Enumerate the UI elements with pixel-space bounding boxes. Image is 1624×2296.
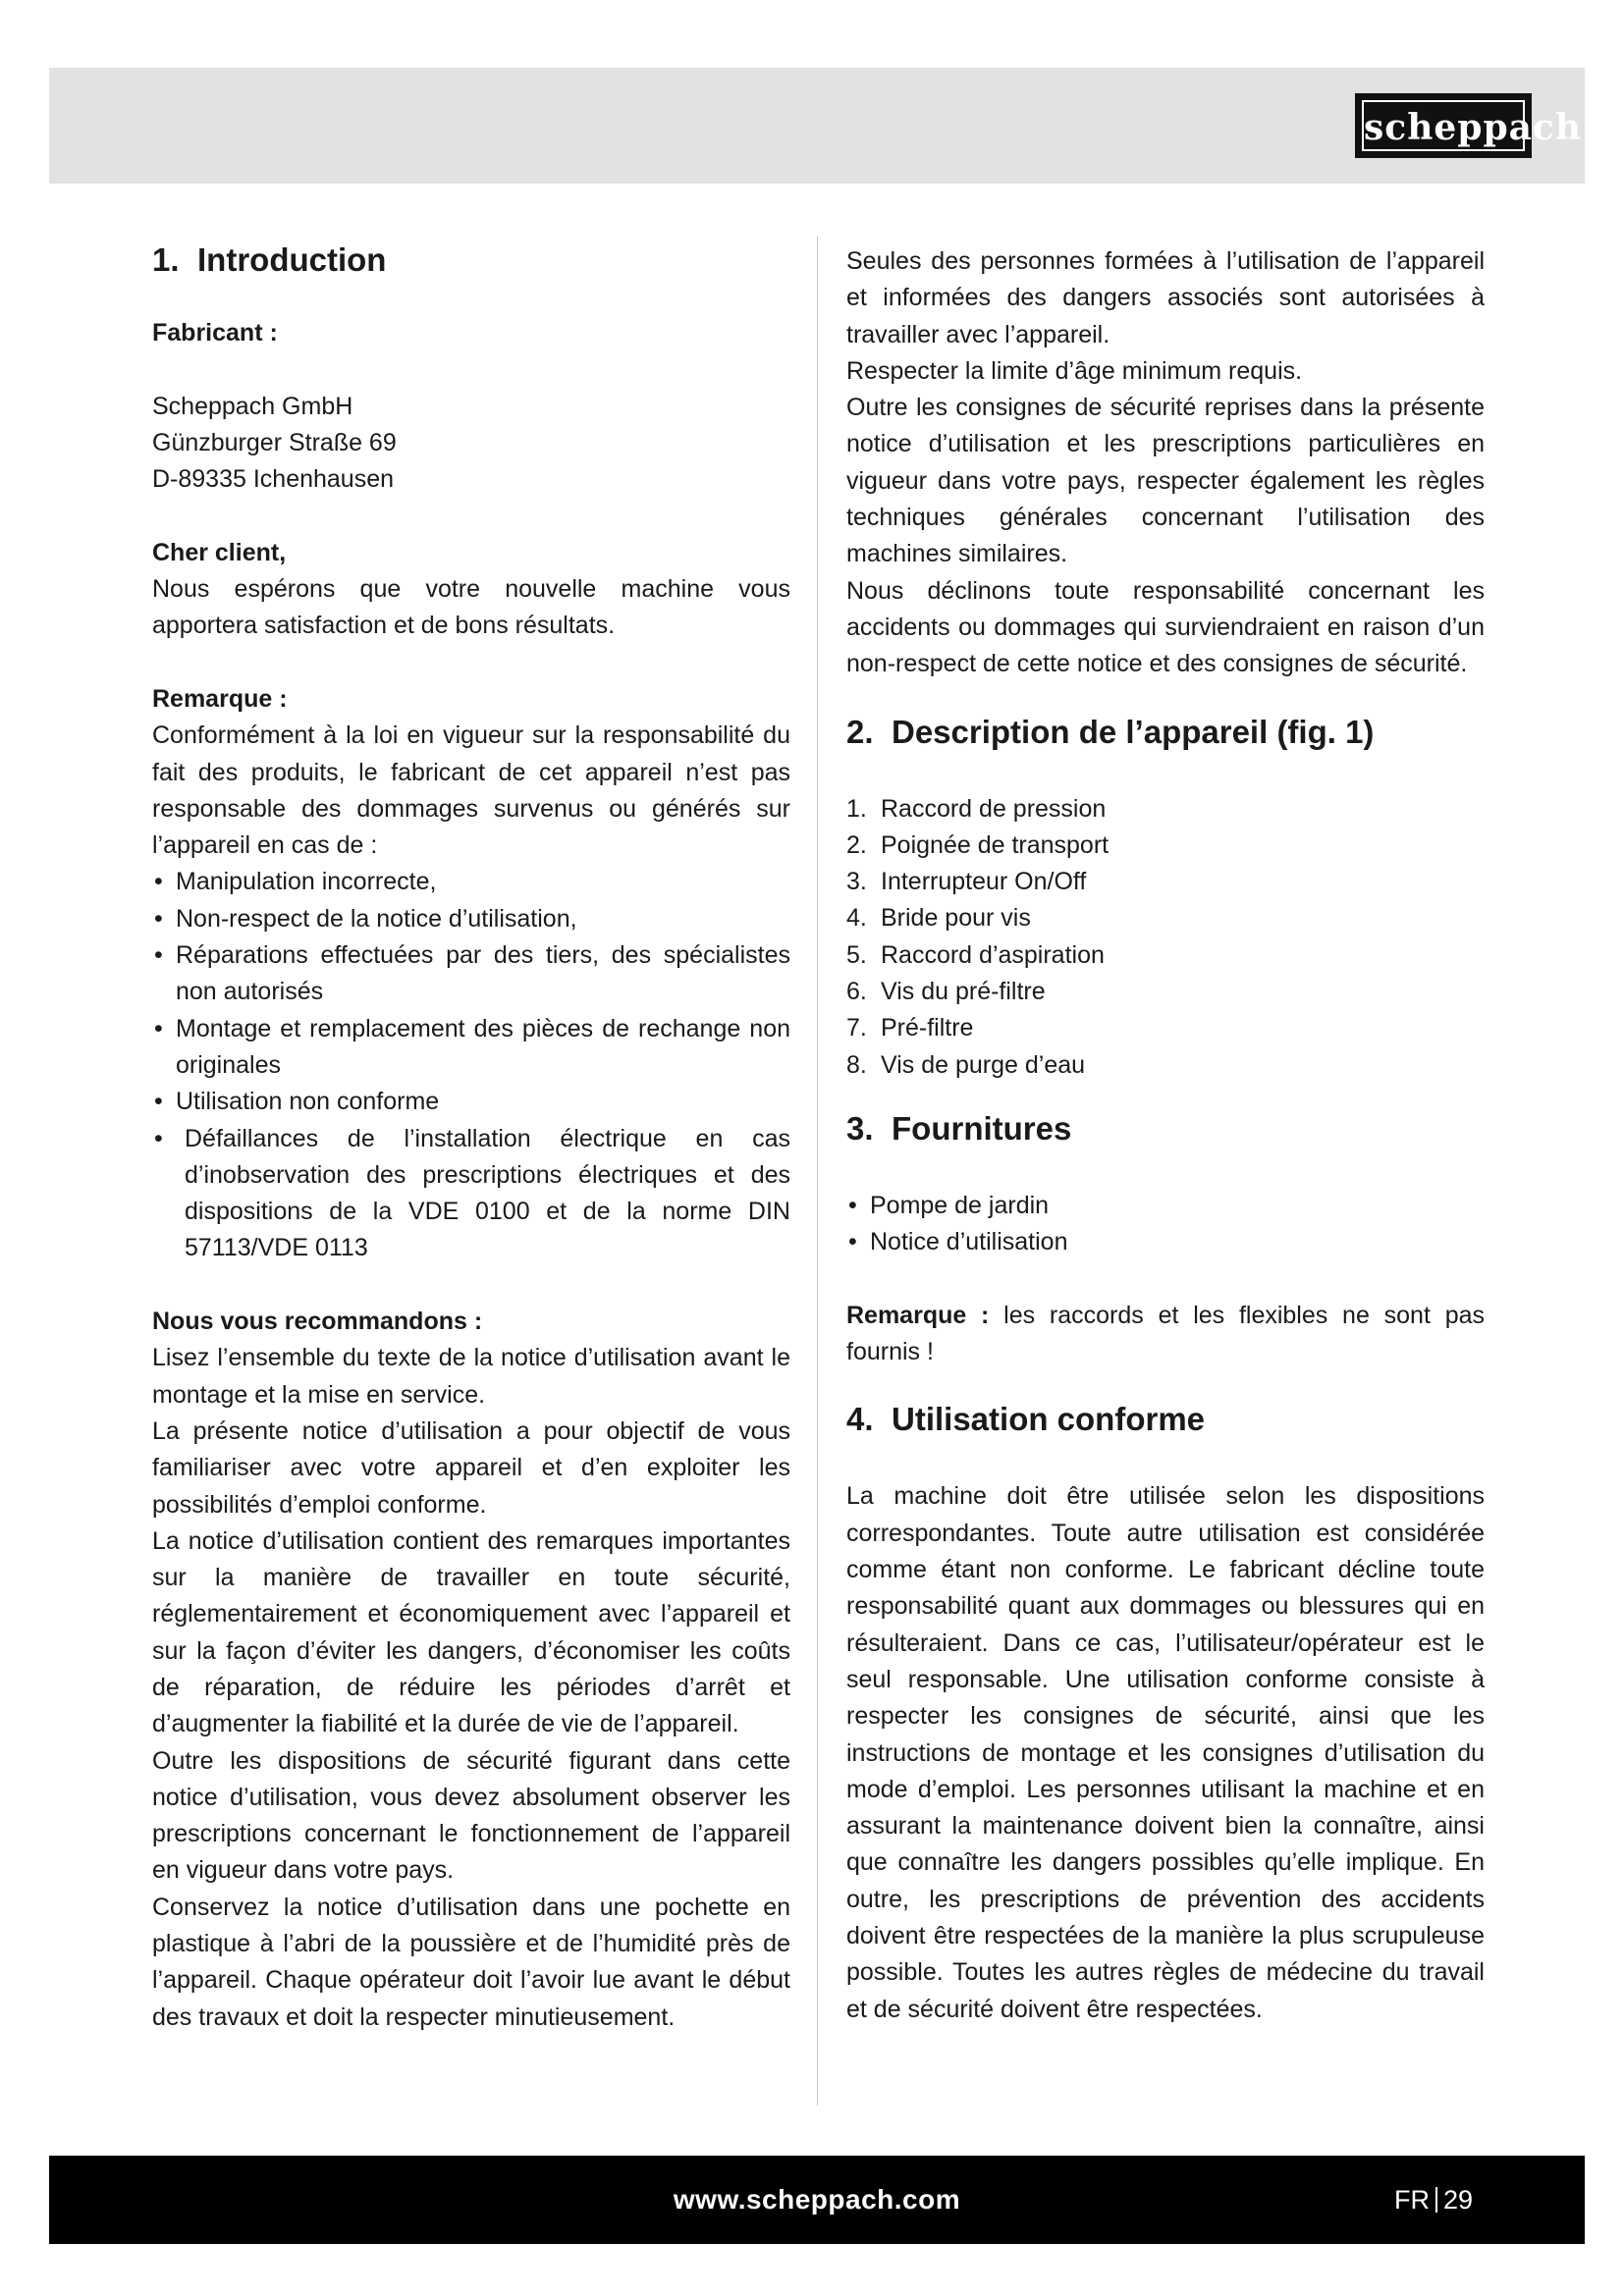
item-label: Pré-filtre bbox=[881, 1014, 974, 1042]
intro-paragraph: Respecter la limite d’âge minimum requis. bbox=[846, 356, 1303, 385]
section-number: 1. bbox=[152, 241, 180, 278]
item-number: 1. bbox=[846, 794, 867, 823]
item-label: Bride pour vis bbox=[881, 904, 1031, 933]
address-line: Günzburger Straße 69 bbox=[152, 428, 397, 456]
supplies-list bbox=[846, 1188, 1485, 1261]
list-item bbox=[846, 1047, 1485, 1084]
item-label: Interrupteur On/Off bbox=[881, 868, 1087, 896]
recommend-label: Nous vous recommandons : bbox=[152, 1308, 483, 1336]
recommend-paragraph: Lisez l’ensemble du texte de la notice d’utilisation avant le montage et la mise en service. bbox=[152, 1344, 790, 1409]
section-1-heading bbox=[152, 240, 790, 280]
item-number: 2. bbox=[846, 830, 867, 859]
list-item: • Notice d’utilisation bbox=[846, 1224, 1485, 1260]
list-item bbox=[846, 900, 1485, 936]
item-label: Vis de purge d’eau bbox=[881, 1050, 1086, 1079]
list-item: • Montage et remplacement des pièces de rechange non originales bbox=[152, 1011, 790, 1085]
section-title: Introduction bbox=[197, 241, 387, 278]
section-title: Utilisation conforme bbox=[892, 1401, 1206, 1438]
section-4-heading bbox=[846, 1400, 1485, 1439]
section-number: 3. bbox=[846, 1109, 874, 1147]
intro-paragraph: Nous déclinons toute responsabilité concernant les accidents ou dommages qui surviendraient en raison d’un non-respect de cette notice et des consignes de sécurité. bbox=[846, 576, 1485, 678]
footer-website-link[interactable]: www.scheppach.com bbox=[673, 2184, 961, 2215]
section-number: 2. bbox=[846, 713, 874, 750]
item-label: Poignée de transport bbox=[881, 830, 1110, 859]
item-number: 5. bbox=[846, 940, 867, 969]
item-number: 4. bbox=[846, 904, 867, 933]
item-label: Raccord d’aspiration bbox=[881, 940, 1105, 969]
item-label: Vis du pré-filtre bbox=[881, 978, 1046, 1006]
section-2-heading bbox=[846, 713, 1485, 752]
list-item: • Réparations effectuées par des tiers, des spécialistes non autorisés bbox=[152, 937, 790, 1011]
list-item bbox=[846, 791, 1485, 828]
dear-customer-label: Cher client, bbox=[152, 538, 287, 566]
recommend-paragraph: La notice d’utilisation contient des remarques importantes sur la manière de travailler en toute sécurité, réglementairement et économiquement avec l’appareil et sur la façon d’éviter les dangers, d’économiser les coûts de réparation, de réduire les périodes d’arrêt et d’augmenter la fiabilité et la durée de vie de l’appareil. bbox=[152, 1526, 790, 1738]
section-title: Description de l’appareil (fig. 1) bbox=[892, 713, 1375, 750]
list-item: • Pompe de jardin bbox=[846, 1188, 1485, 1224]
scheppach-logo bbox=[1355, 93, 1583, 158]
recommend-paragraph: Conservez la notice d’utilisation dans une pochette en plastique à l’abri de la poussière et de l’humidité près de l’appareil. Chaque opérateur doit l’avoir lue avant le début des travaux et doit la respecter minutieusement. bbox=[152, 1893, 790, 2031]
supplies-remark bbox=[846, 1298, 1485, 1371]
list-item bbox=[846, 974, 1485, 1010]
item-number: 3. bbox=[846, 868, 867, 896]
supplies-remark-label: Remarque : bbox=[846, 1301, 990, 1329]
remark-list bbox=[152, 864, 790, 1266]
list-item: • Non-respect de la notice d’utilisation, bbox=[152, 901, 790, 937]
list-item: • Défaillances de l’installation électrique en cas d’inobservation des prescriptions électriques et des dispositions de la VDE 0100 et de la norme DIN 57113/VDE 0113 bbox=[152, 1121, 790, 1267]
section-4-text: La machine doit être utilisée selon les dispositions correspondantes. Toute autre utilisation est considérée comme étant non conforme. Le fabricant décline toute responsabilité quant aux dommages ou blessures qui en résulteraient. Dans ce cas, l’utilisateur/opérateur est le seul responsable. Une utilisation conforme consiste à respecter les consignes de sécurité, ainsi que les instructions de montage et les consignes d’utilisation du mode d’emploi. Les personnes utilisant la machine et en assurant la maintenance doivent bien la connaître, ainsi que connaître les dangers possibles qu’elle implique. En outre, les prescriptions de prévention des accidents doivent être respectées de la manière la plus scrupuleuse possible. Toutes les autres règles de médecine du travail et de sécurité doivent être respectées. bbox=[846, 1482, 1485, 2023]
item-label: Raccord de pression bbox=[881, 794, 1107, 823]
recommend-paragraph: Outre les dispositions de sécurité figurant dans cette notice d’utilisation, vous devez absolument observer les prescriptions concernant le fonctionnement de l’appareil en vigueur dans votre pays. bbox=[152, 1746, 790, 1885]
list-item: • Utilisation non conforme bbox=[152, 1084, 790, 1120]
section-3-heading bbox=[846, 1109, 1485, 1148]
footer-band bbox=[49, 2156, 1585, 2244]
intro-paragraph: Seules des personnes formées à l’utilisation de l’appareil et informées des dangers associés sont autorisées à travailler avec l’appareil. bbox=[846, 247, 1485, 348]
list-item bbox=[846, 937, 1485, 974]
item-number: 6. bbox=[846, 978, 867, 1006]
item-number: 7. bbox=[846, 1014, 867, 1042]
separator bbox=[1435, 2187, 1437, 2213]
manufacturer-label: Fabricant : bbox=[152, 319, 278, 347]
section-number: 4. bbox=[846, 1401, 874, 1438]
recommend-paragraph: La présente notice d’utilisation a pour objectif de vous familiariser avec votre appareil et d’en exploiter les possibilités d’emploi conforme. bbox=[152, 1416, 790, 1519]
address-line: Scheppach GmbH bbox=[152, 392, 353, 420]
dear-customer-text: Nous espérons que votre nouvelle machine vous apportera satisfaction et de bons résultats. bbox=[152, 575, 790, 640]
list-item bbox=[846, 1010, 1485, 1046]
list-item bbox=[846, 828, 1485, 864]
logo-text: scheppach bbox=[1362, 100, 1525, 151]
column-divider bbox=[817, 236, 818, 2106]
language-code: FR bbox=[1394, 2185, 1430, 2215]
item-number: 8. bbox=[846, 1050, 867, 1079]
supplies-remark-text: les raccords et les flexibles ne sont pas fournis ! bbox=[846, 1301, 1485, 1366]
page-indicator bbox=[1394, 2156, 1473, 2244]
remark-label: Remarque : bbox=[152, 684, 288, 713]
right-column bbox=[846, 236, 1485, 2028]
address-line: D-89335 Ichenhausen bbox=[152, 465, 395, 494]
list-item bbox=[846, 864, 1485, 900]
page-number: 29 bbox=[1443, 2185, 1474, 2215]
list-item: • Manipulation incorrecte, bbox=[152, 864, 790, 900]
intro-paragraph: Outre les consignes de sécurité reprises dans la présente notice d’utilisation et les prescriptions particulières en vigueur dans votre pays, respecter également les règles techniques générales concernant l’utilisation des machines similaires. bbox=[846, 394, 1485, 568]
parts-list bbox=[846, 791, 1485, 1084]
section-title: Fournitures bbox=[892, 1109, 1072, 1147]
left-column bbox=[152, 236, 790, 2036]
remark-text: Conformément à la loi en vigueur sur la responsabilité du fait des produits, le fabricant de cet appareil n’est pas responsable des dommages survenus ou générés sur l’appareil en cas de : bbox=[152, 721, 790, 860]
